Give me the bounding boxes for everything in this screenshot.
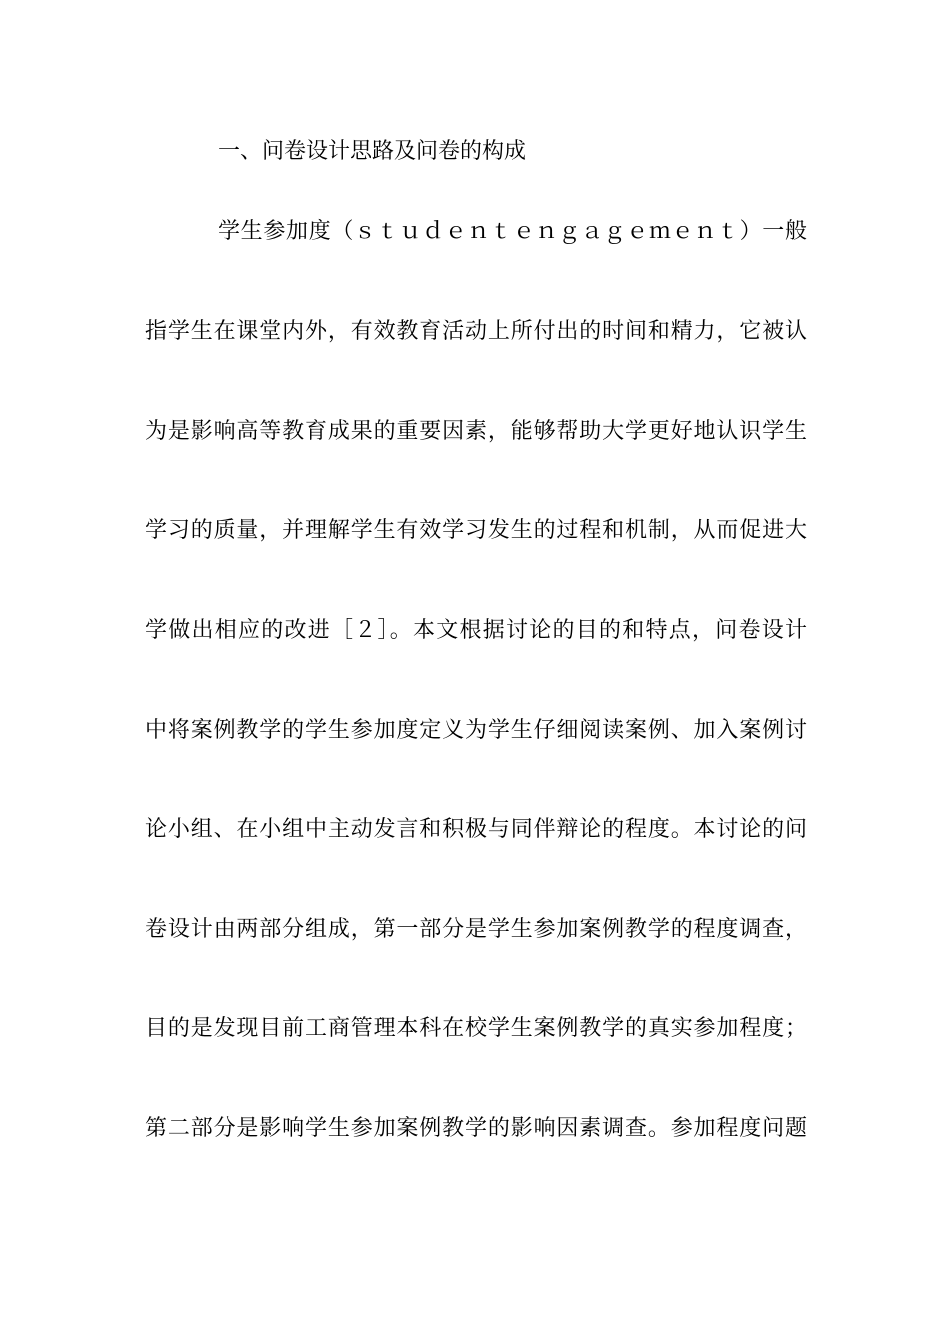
paragraph-line: 卷设计由两部分组成，第一部分是学生参加案例教学的程度调查， — [145, 917, 807, 942]
paragraph-line: 为是影响高等教育成果的重要因素，能够帮助大学更好地认识学生 — [145, 419, 807, 444]
paragraph-line: 论小组、在小组中主动发言和积极与同伴辩论的程度。本讨论的问 — [145, 817, 807, 842]
paragraph-line: 学生参加度（ｓｔｕｄｅｎｔｅｎｇａｇｅｍｅｎｔ）一般 — [218, 219, 807, 244]
paragraph-line: 目的是发现目前工商管理本科在校学生案例教学的真实参加程度； — [145, 1016, 807, 1041]
paragraph-line: 学做出相应的改进［２］。本文根据讨论的目的和特点，问卷设计 — [145, 618, 807, 643]
paragraph-line: 指学生在课堂内外，有效教育活动上所付出的时间和精力，它被认 — [145, 319, 807, 344]
paragraph-line: 中将案例教学的学生参加度定义为学生仔细阅读案例、加入案例讨 — [145, 718, 807, 743]
paragraph-line: 学习的质量，并理解学生有效学习发生的过程和机制，从而促进大 — [145, 518, 807, 543]
section-heading: 一、问卷设计思路及问卷的构成 — [218, 139, 527, 164]
paragraph-line: 第二部分是影响学生参加案例教学的影响因素调查。参加程度问题 — [145, 1116, 807, 1141]
